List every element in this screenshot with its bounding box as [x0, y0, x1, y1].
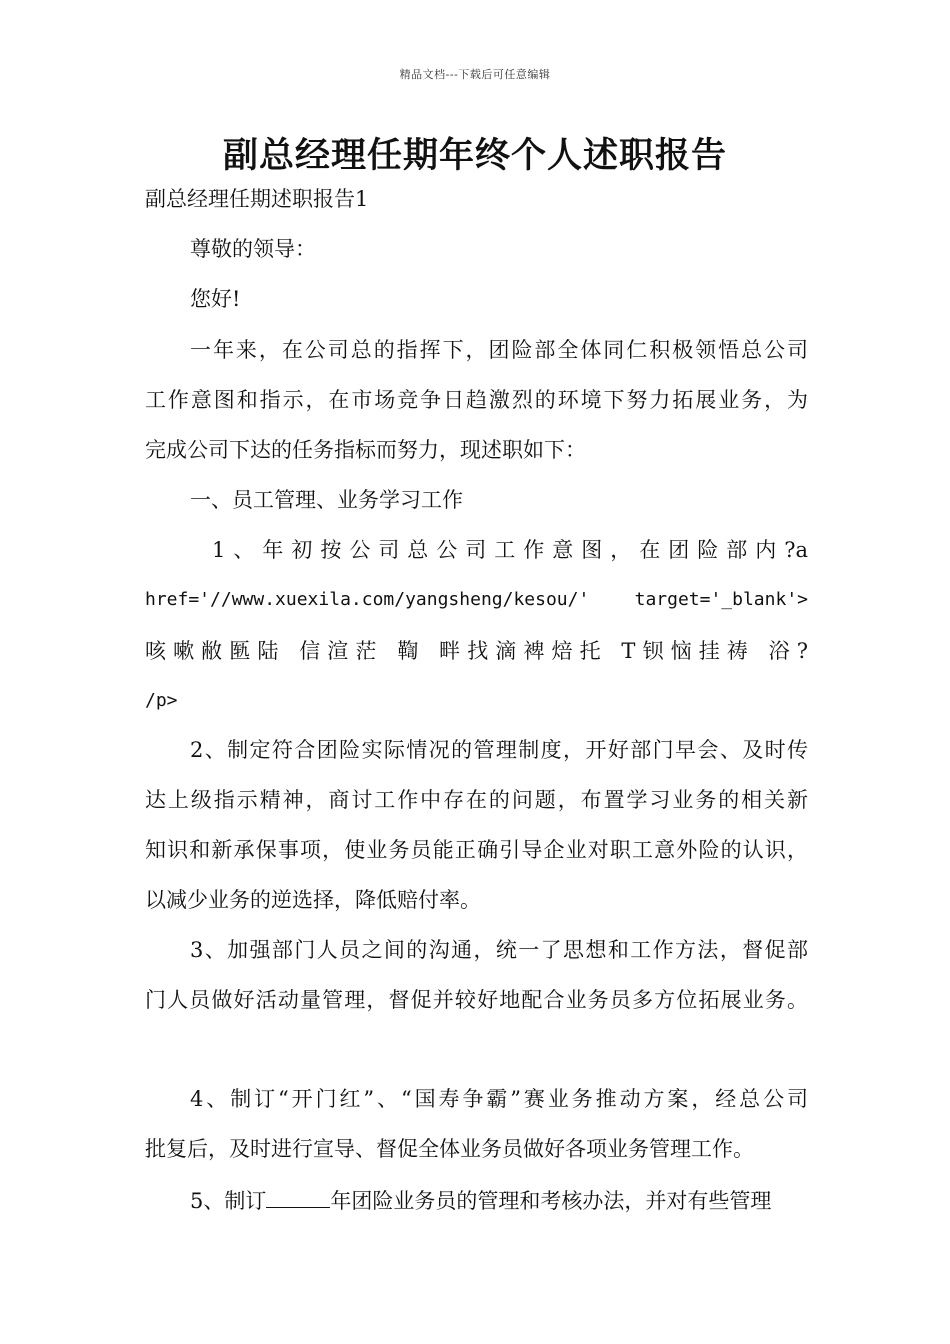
intro-line-2: 工作意图和指示，在市场竞争日趋激烈的环境下努力拓展业务，为 — [145, 388, 808, 412]
item-2-line-2: 达上级指示精神，商讨工作中存在的问题，布置学习业务的相关新 — [145, 788, 808, 812]
intro-line-1: 一年来，在公司总的指挥下，团险部全体同仁积极领悟总公司 — [190, 338, 808, 362]
item-5-prefix: 5、制订 — [190, 1189, 267, 1213]
document-subtitle: 副总经理任期述职报告1 — [145, 187, 369, 211]
item-1-line-4: /p> — [145, 690, 178, 711]
header-note: 精品文档---下载后可任意编辑 — [399, 68, 551, 81]
item-2-line-1: 2、制定符合团险实际情况的管理制度，开好部门早会、及时传 — [190, 738, 808, 762]
item-5-suffix: 年团险业务员的管理和考核办法，并对有些管理 — [330, 1189, 772, 1213]
item-1-line-2: href='//www.xuexila.com/yangsheng/kesou/' target='_blank'> — [145, 589, 808, 610]
salutation: 尊敬的领导： — [190, 237, 316, 261]
intro-line-3: 完成公司下达的任务指标而努力，现述职如下： — [145, 438, 586, 462]
greeting: 您好! — [190, 287, 241, 311]
item-1-line-1: 1、年初按公司总公司工作意图，在团险部内?a — [212, 538, 808, 562]
item-2-line-3: 知识和新承保事项，使业务员能正确引导企业对职工意外险的认识， — [145, 838, 808, 862]
section-heading-staff-management: 一、员工管理、业务学习工作 — [190, 488, 463, 512]
item-4-line-2: 批复后，及时进行宣导、督促全体业务员做好各项业务管理工作。 — [145, 1137, 754, 1161]
item-4-line-1: 4、制订“开门红”、“国寿争霸”赛业务推动方案，经总公司 — [190, 1087, 808, 1111]
item-1-line-3: 咳嗽敝匦陆 信渲茫 鞫 畔找滴裨焙托 T钡恼挂祷 浴? — [145, 639, 808, 663]
item-3-line-2: 门人员做好活动量管理，督促并较好地配合业务员多方位拓展业务。 — [145, 988, 808, 1012]
item-2-line-4: 以减少业务的逆选择，降低赔付率。 — [145, 888, 481, 912]
item-3-line-1: 3、加强部门人员之间的沟通，统一了思想和工作方法，督促部 — [190, 938, 808, 962]
blank-year-underline — [266, 1189, 330, 1208]
document-title: 副总经理任期年终个人述职报告 — [222, 135, 727, 176]
item-5-line-1 — [190, 1189, 771, 1212]
